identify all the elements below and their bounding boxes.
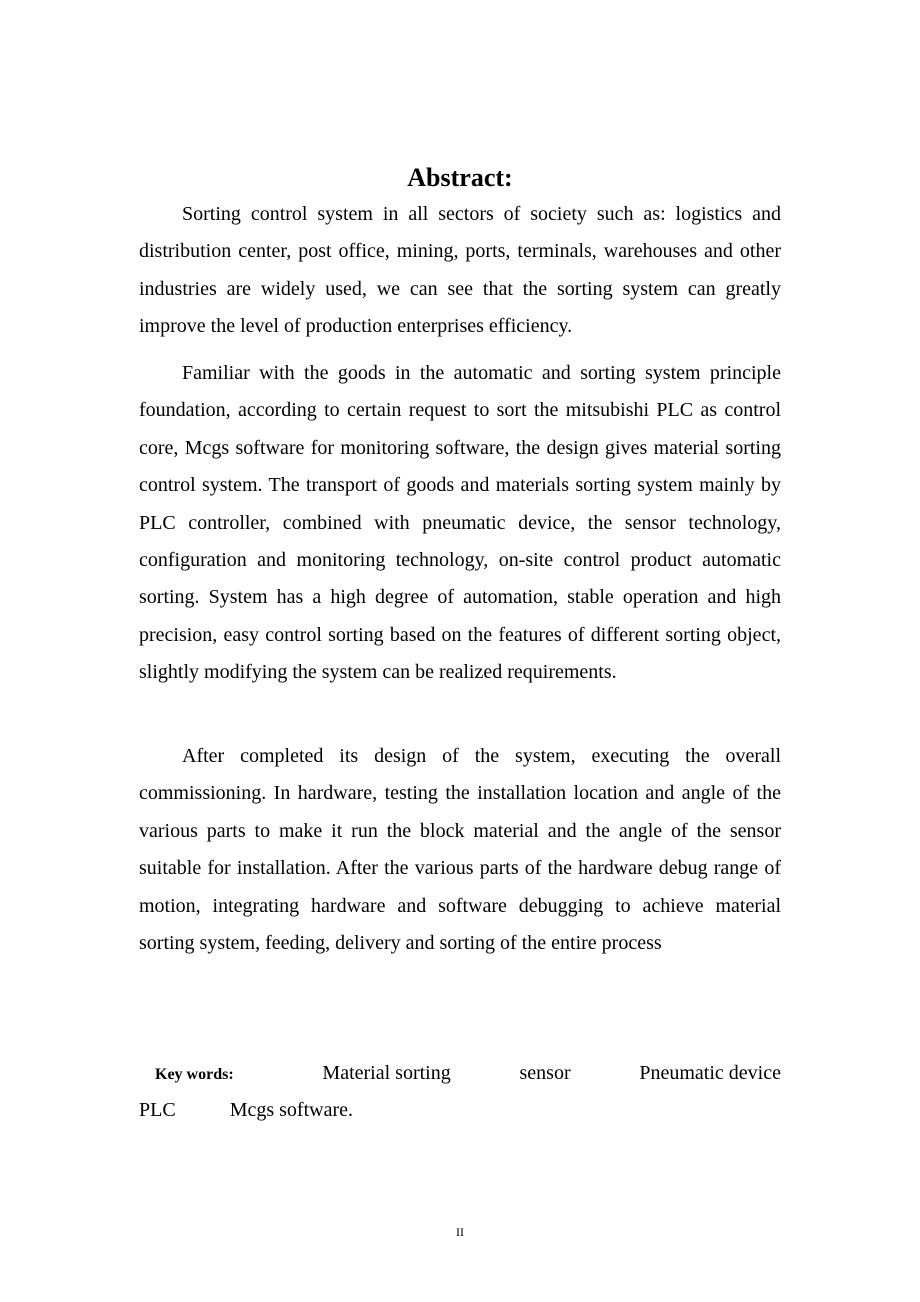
keyword-item: PLC: [139, 1099, 176, 1122]
abstract-paragraph-3: [139, 738, 781, 962]
page-number: II: [456, 1225, 464, 1239]
keyword-item: Mcgs software.: [229, 1099, 353, 1122]
abstract-paragraph-2: [139, 355, 781, 692]
paragraph-text: Familiar with the goods in the automatic and sorting system principle foundation, according to certain request to sort the mitsubishi PLC as control core, Mcgs software for monitoring software, the design gives material sorting control system. The transport of goods and materials sorting system mainly by PLC controller, combined with pneumatic device, the sensor technology, configuration and monitoring technology, on-site control product automatic sorting. System has a high degree of automation, stable operation and high precision, easy control sorting based on the features of different sorting object, slightly modifying the system can be realized requirements.: [139, 362, 781, 684]
keyword-item: Pneumatic device: [639, 1062, 781, 1084]
keywords-row-1: [139, 1055, 781, 1092]
keyword-item: sensor: [519, 1062, 571, 1084]
keywords-row-2: [139, 1092, 781, 1129]
abstract-title: Abstract:: [407, 163, 513, 192]
abstract-paragraph-1: [139, 196, 781, 346]
paragraph-text: After completed its design of the system, executing the overall commissioning. In hardware, testing the installation location and angle of the various parts to make it run the block material and the angle of the sensor suitable for installation. After the various parts of the hardware debug range of motion, integrating hardware and software debugging to achieve material sorting system, feeding, delivery and sorting of the entire process: [139, 745, 781, 955]
paragraph-text: Sorting control system in all sectors of society such as: logistics and distribution center, post office, mining, ports, terminals, warehouses and other industries are widely used, we can see that the sorting system can greatly improve the level of production enterprises efficiency.: [139, 203, 781, 338]
keyword-item: Material sorting: [322, 1062, 451, 1084]
keywords-section: [139, 1055, 781, 1130]
keywords-label: Key words:: [155, 1066, 234, 1083]
